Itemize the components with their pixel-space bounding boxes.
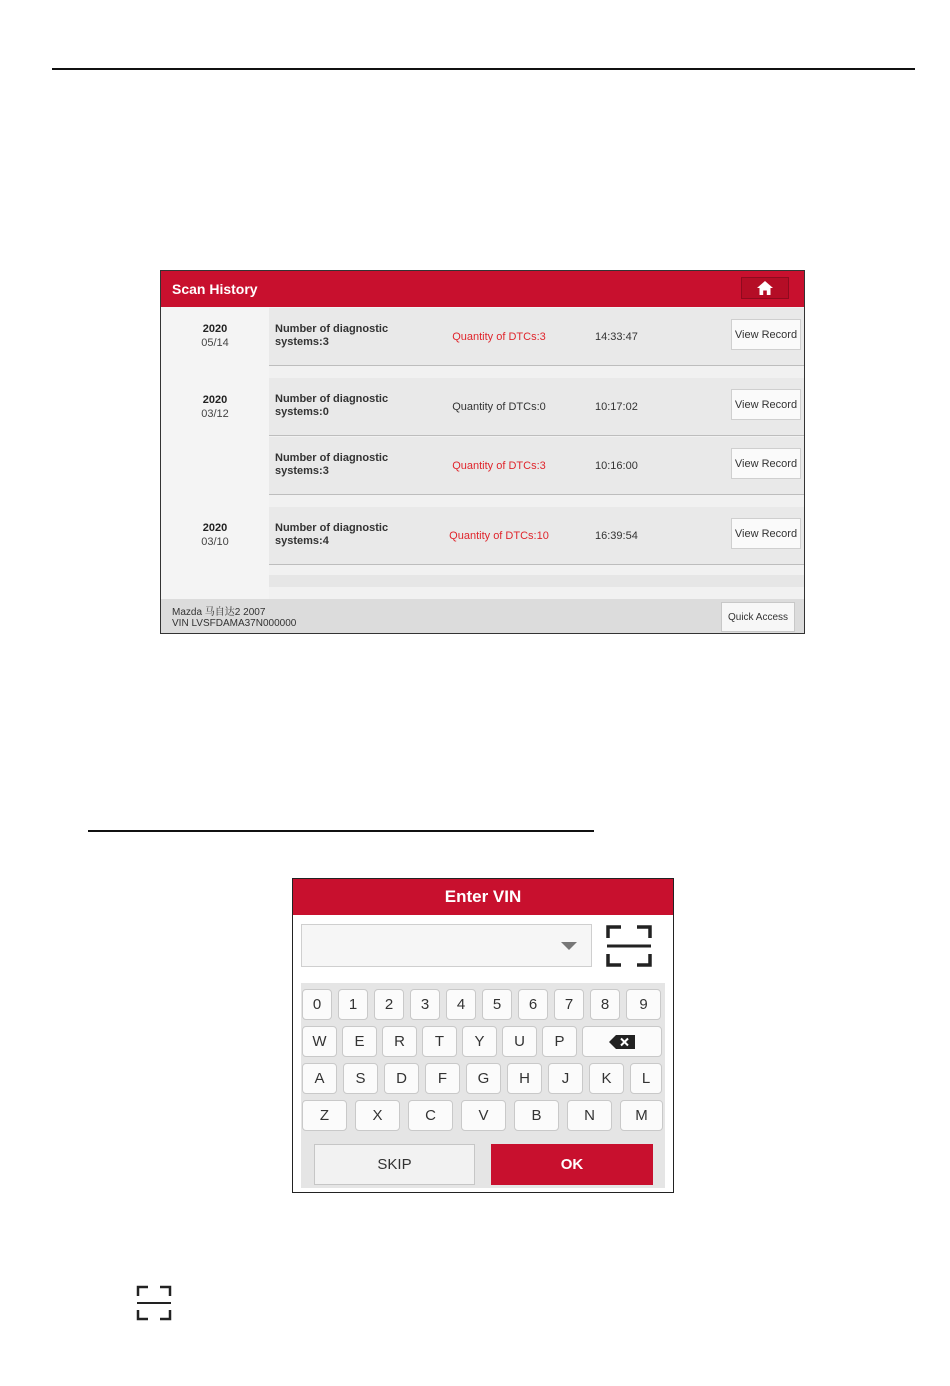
key-5[interactable]: 5 bbox=[482, 989, 512, 1020]
key-y[interactable]: Y bbox=[462, 1026, 497, 1057]
scan-history-title: Scan History bbox=[172, 281, 258, 297]
key-8[interactable]: 8 bbox=[590, 989, 620, 1020]
key-z[interactable]: Z bbox=[302, 1100, 347, 1131]
dropdown-caret-icon[interactable] bbox=[561, 942, 577, 950]
vin-keyboard bbox=[301, 983, 665, 1136]
key-6[interactable]: 6 bbox=[518, 989, 548, 1020]
vehicle-name: Mazda 马自达2 2007 bbox=[172, 607, 266, 618]
vin-input[interactable] bbox=[301, 924, 592, 967]
key-h[interactable]: H bbox=[507, 1063, 542, 1094]
key-v[interactable]: V bbox=[461, 1100, 506, 1131]
home-icon bbox=[757, 281, 773, 295]
record-systems: Number of diagnostic systems:4 bbox=[275, 522, 389, 547]
record-dtcs: Quantity of DTCs:3 bbox=[452, 331, 546, 343]
date-group bbox=[161, 322, 269, 350]
vehicle-info-bar bbox=[161, 599, 804, 634]
key-g[interactable]: G bbox=[466, 1063, 501, 1094]
vehicle-info bbox=[172, 607, 296, 629]
key-m[interactable]: M bbox=[620, 1100, 663, 1131]
key-x[interactable]: X bbox=[355, 1100, 400, 1131]
key-9[interactable]: 9 bbox=[626, 989, 661, 1020]
record-dtcs: Quantity of DTCs:0 bbox=[452, 401, 546, 413]
date-month-day: 03/10 bbox=[201, 536, 229, 548]
skip-button[interactable]: SKIP bbox=[314, 1144, 475, 1185]
view-record-button[interactable]: View Record bbox=[731, 319, 801, 350]
key-t[interactable]: T bbox=[422, 1026, 457, 1057]
record-systems: Number of diagnostic systems:3 bbox=[275, 323, 389, 348]
key-a[interactable]: A bbox=[302, 1063, 337, 1094]
key-w[interactable]: W bbox=[302, 1026, 337, 1057]
key-u[interactable]: U bbox=[502, 1026, 537, 1057]
view-record-button[interactable]: View Record bbox=[731, 448, 801, 479]
key-l[interactable]: L bbox=[630, 1063, 662, 1094]
key-b[interactable]: B bbox=[514, 1100, 559, 1131]
date-year: 2020 bbox=[202, 522, 228, 534]
backspace-icon bbox=[609, 1035, 635, 1049]
key-7[interactable]: 7 bbox=[554, 989, 584, 1020]
scan-record-row bbox=[269, 308, 805, 366]
date-month-day: 05/14 bbox=[201, 337, 229, 349]
key-e[interactable]: E bbox=[342, 1026, 377, 1057]
view-record-button[interactable]: View Record bbox=[731, 518, 801, 549]
scan-history-header bbox=[161, 271, 804, 307]
scan-icon bbox=[136, 1285, 172, 1321]
key-4[interactable]: 4 bbox=[446, 989, 476, 1020]
key-j[interactable]: J bbox=[548, 1063, 583, 1094]
scan-icon[interactable] bbox=[605, 924, 653, 968]
record-dtcs: Quantity of DTCs:10 bbox=[449, 530, 549, 542]
key-f[interactable]: F bbox=[425, 1063, 460, 1094]
top-rule bbox=[52, 68, 915, 70]
scan-record-row bbox=[269, 507, 805, 565]
record-time: 10:17:02 bbox=[595, 401, 638, 413]
key-s[interactable]: S bbox=[343, 1063, 378, 1094]
key-k[interactable]: K bbox=[589, 1063, 624, 1094]
key-n[interactable]: N bbox=[567, 1100, 612, 1131]
enter-vin-title: Enter VIN bbox=[293, 879, 673, 915]
section-rule bbox=[88, 830, 594, 832]
record-time: 14:33:47 bbox=[595, 331, 638, 343]
enter-vin-dialog bbox=[292, 878, 674, 1193]
key-p[interactable]: P bbox=[542, 1026, 577, 1057]
record-systems: Number of diagnostic systems:3 bbox=[275, 452, 389, 477]
date-group bbox=[161, 521, 269, 549]
record-time: 10:16:00 bbox=[595, 460, 638, 472]
ok-button[interactable]: OK bbox=[491, 1144, 653, 1185]
key-d[interactable]: D bbox=[384, 1063, 419, 1094]
home-button[interactable] bbox=[741, 277, 789, 299]
scan-record-row bbox=[269, 437, 805, 495]
date-year: 2020 bbox=[202, 323, 228, 335]
record-dtcs: Quantity of DTCs:3 bbox=[452, 460, 546, 472]
record-time: 16:39:54 bbox=[595, 530, 638, 542]
record-systems: Number of diagnostic systems:0 bbox=[275, 393, 389, 418]
key-c[interactable]: C bbox=[408, 1100, 453, 1131]
vehicle-vin: VIN LVSFDAMA37N000000 bbox=[172, 618, 297, 629]
date-column bbox=[161, 307, 269, 599]
record-list-spacer bbox=[269, 575, 805, 587]
date-year: 2020 bbox=[202, 394, 228, 406]
key-1[interactable]: 1 bbox=[338, 989, 368, 1020]
date-month-day: 03/12 bbox=[201, 408, 229, 420]
key-2[interactable]: 2 bbox=[374, 989, 404, 1020]
backspace-key[interactable] bbox=[582, 1026, 662, 1057]
date-group bbox=[161, 393, 269, 421]
quick-access-button[interactable]: Quick Access bbox=[721, 602, 795, 632]
key-r[interactable]: R bbox=[382, 1026, 417, 1057]
scan-history-screen bbox=[160, 270, 805, 634]
key-3[interactable]: 3 bbox=[410, 989, 440, 1020]
scan-record-row bbox=[269, 378, 805, 436]
view-record-button[interactable]: View Record bbox=[731, 389, 801, 420]
key-0[interactable]: 0 bbox=[302, 989, 332, 1020]
vin-action-bar bbox=[301, 1136, 665, 1188]
